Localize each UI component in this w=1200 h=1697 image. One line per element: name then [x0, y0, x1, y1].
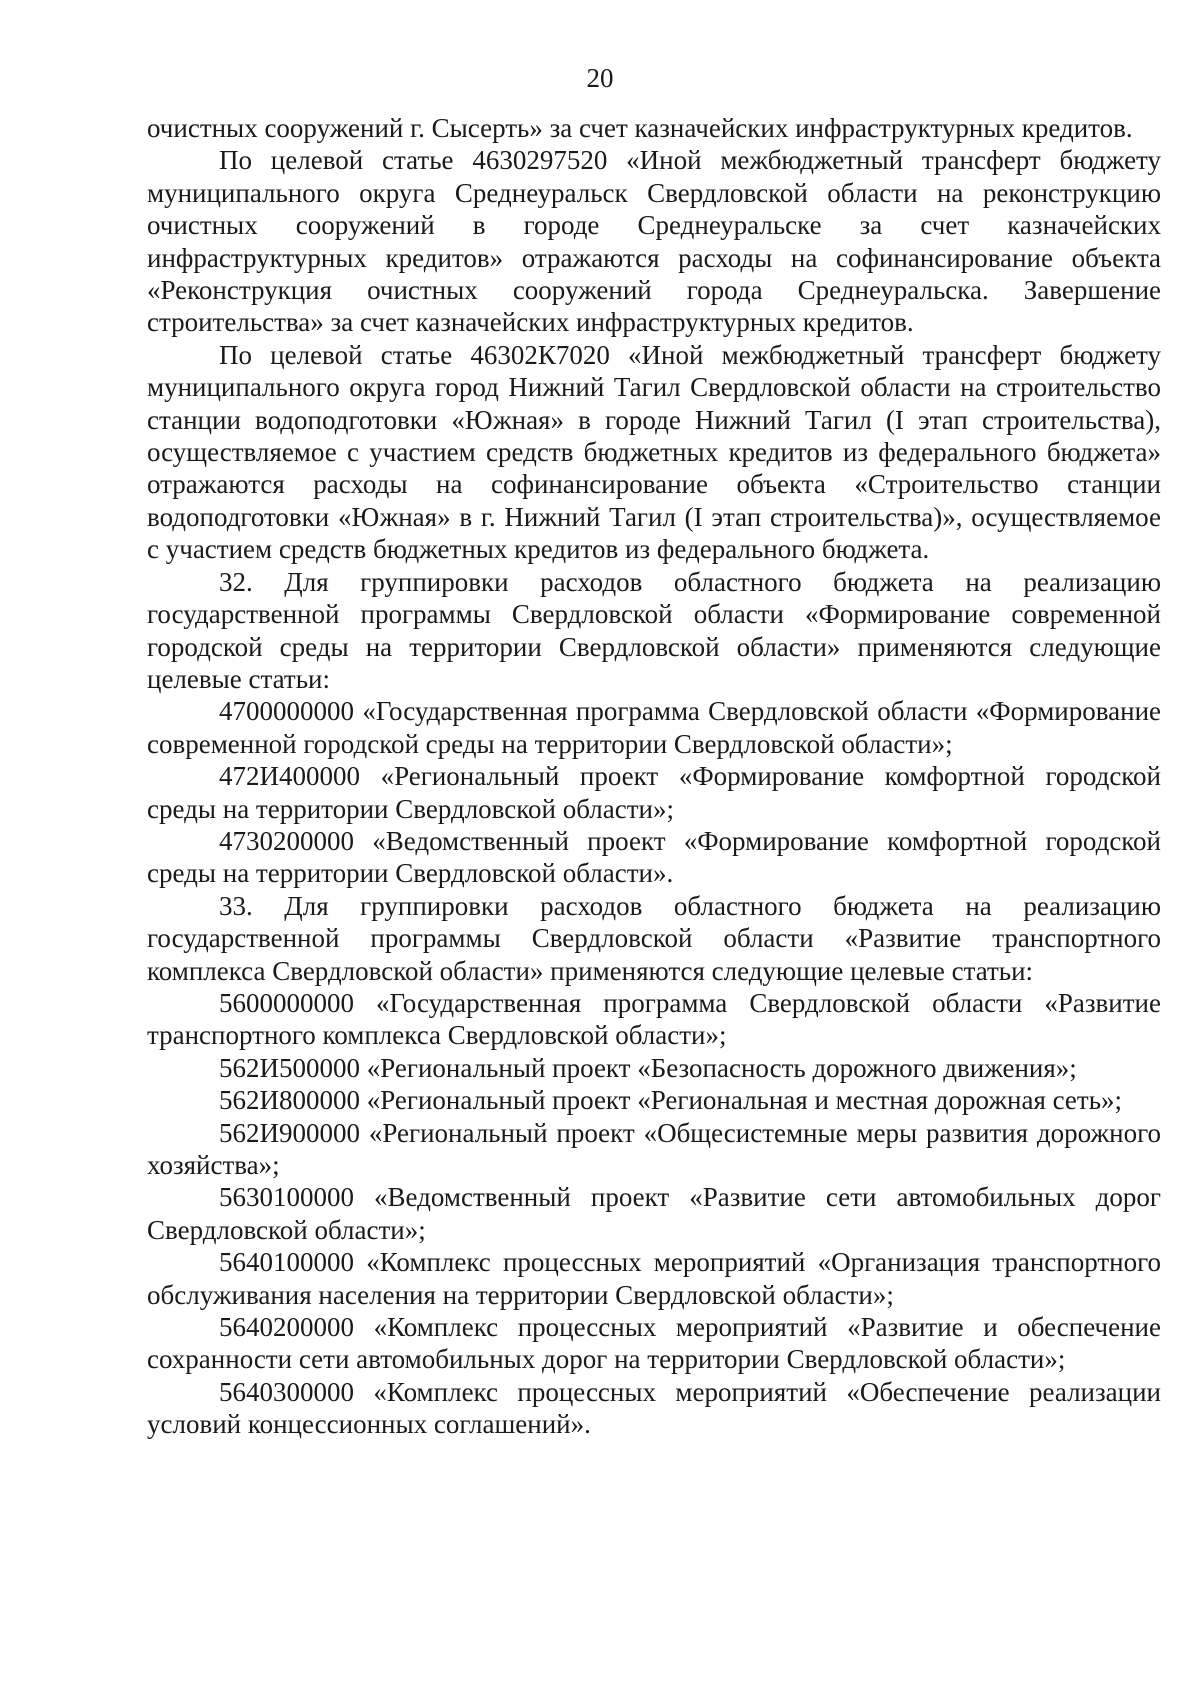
target-article-562I500000: 562И500000 «Региональный проект «Безопасность дорожного движения»; [219, 1052, 1077, 1083]
paragraph-item-33: 33. Для группировки расходов областного бюджета на реализацию государственной программы Свердловской области «Развитие транспортного комплекса Свердловской области» применяются следующие целевые статьи: [147, 890, 1161, 986]
target-article-472I400000: 472И400000 «Региональный проект «Формирование комфортной городской среды на территории Свердловской области»; [147, 761, 1161, 824]
target-article-5630100000: 5630100000 «Ведомственный проект «Развитие сети автомобильных дорог Свердловской области»; [147, 1182, 1161, 1245]
paragraph-item-32: 32. Для группировки расходов областного бюджета на реализацию государственной программы Свердловской области «Формирование современной городской среды на территории Свердловской области» применяются следующие целевые статьи: [147, 566, 1161, 694]
target-article-562I800000: 562И800000 «Региональный проект «Региональная и местная дорожная сеть»; [219, 1085, 1123, 1116]
target-article-4700000000: 4700000000 «Государственная программа Свердловской области «Формирование современной городской среды на территории Свердловской области»; [147, 696, 1161, 759]
target-article-5640300000: 5640300000 «Комплекс процессных мероприятий «Обеспечение реализации условий концессионных соглашений». [147, 1376, 1161, 1440]
page-number: 20 [586, 63, 614, 93]
target-article-562I900000: 562И900000 «Региональный проект «Общесистемные меры развития дорожного хозяйства»; [147, 1117, 1161, 1180]
target-article-5600000000: 5600000000 «Государственная программа Свердловской области «Развитие транспортного комплекса Свердловской области»; [147, 987, 1161, 1051]
paragraph-continuation: очистных сооружений г. Сысерть» за счет казначейских инфраструктурных кредитов. [147, 113, 1133, 143]
target-article-4730200000: 4730200000 «Ведомственный проект «Формирование комфортной городской среды на территории Свердловской области». [147, 825, 1161, 889]
paragraph-4630297520: По целевой статье 4630297520 «Иной межбюджетный трансферт бюджету муниципального округа Среднеуральск Свердловской области на реконструкцию очистных сооружений в городе Среднеуральске за счет казначейских инфраструктурных кредитов» отражаются расходы на софинансирование объекта «Реконструкция очистных сооружений города Среднеуральска. Завершение строительства» за счет казначейских инфраструктурных кредитов. [147, 145, 1161, 338]
paragraph-46302K7020: По целевой статье 46302К7020 «Иной межбюджетный трансферт бюджету муниципального округа город Нижний Тагил Свердловской области на строительство станции водоподготовки «Южная» в городе Нижний Тагил (I этап строительства), осуществляемое с участием средств бюджетных кредитов из федерального бюджета» отражаются расходы на софинансирование объекта «Строительство станции водоподготовки «Южная» в г. Нижний Тагил (I этап строительства)», осуществляемое с участием средств бюджетных кредитов из федерального бюджета. [147, 339, 1161, 565]
target-article-5640100000: 5640100000 «Комплекс процессных мероприятий «Организация транспортного обслуживания населения на территории Свердловской области»; [147, 1247, 1161, 1310]
document-body [147, 112, 1161, 1441]
target-article-5640200000: 5640200000 «Комплекс процессных мероприятий «Развитие и обеспечение сохранности сети автомобильных дорог на территории Свердловской области»; [147, 1312, 1161, 1375]
